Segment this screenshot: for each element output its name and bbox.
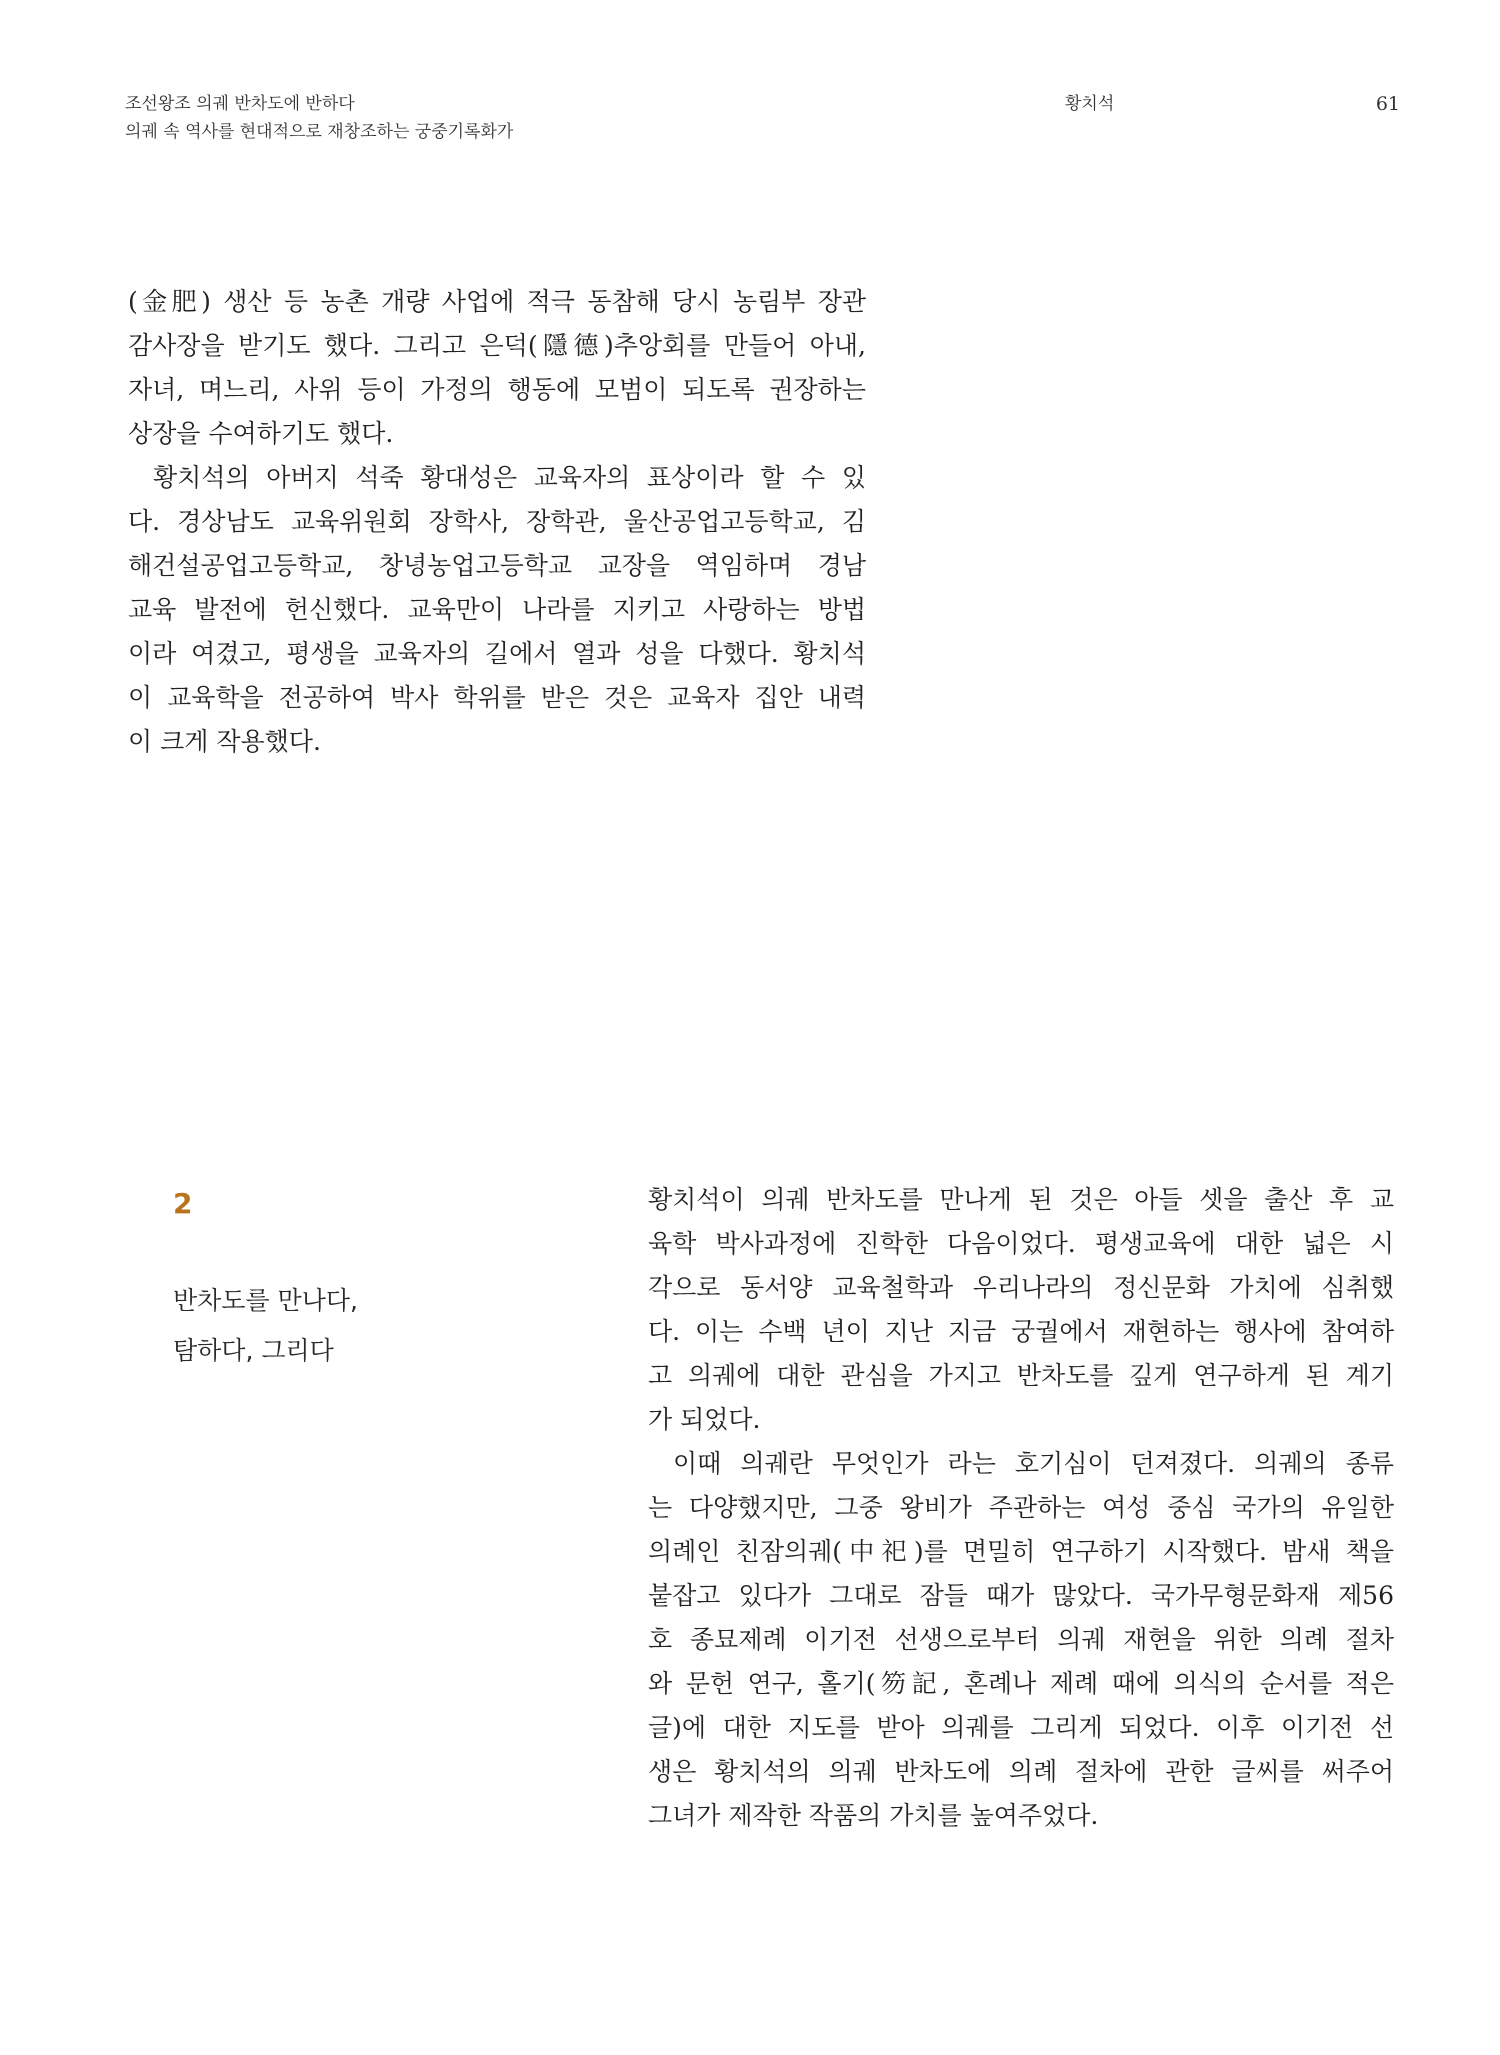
text-line: 자녀, 며느리, 사위 등이 가정의 행동에 모범이 되도록 권장하는	[128, 375, 866, 404]
text-line: 이 교육학을 전공하여 박사 학위를 받은 것은 교육자 집안 내력	[128, 683, 866, 712]
text-line: 이 크게 작용했다.	[128, 727, 321, 756]
text-line: 이라 여겼고, 평생을 교육자의 길에서 열과 성을 다했다. 황치석	[128, 639, 866, 668]
text-line: 이때 의궤란 무엇인가 라는 호기심이 던져졌다. 의궤의 종류	[673, 1449, 1394, 1478]
text-line: 교육 발전에 헌신했다. 교육만이 나라를 지키고 사랑하는 방법	[128, 595, 866, 624]
body-text-top	[128, 280, 866, 764]
section-title-line2: 탐하다, 그리다	[173, 1336, 334, 1365]
text-line: 의례인 친잠의궤(中祀)를 면밀히 연구하기 시작했다. 밤새 책을	[648, 1537, 1394, 1566]
text-line: 와 문헌 연구, 홀기(笏記, 혼례나 제례 때에 의식의 순서를 적은	[648, 1669, 1394, 1698]
text-line: 고 의궤에 대한 관심을 가지고 반차도를 깊게 연구하게 된 계기	[648, 1361, 1394, 1390]
text-line: 각으로 동서양 교육철학과 우리나라의 정신문화 가치에 심취했	[648, 1273, 1394, 1302]
text-line: 해건설공업고등학교, 창녕농업고등학교 교장을 역임하며 경남	[128, 551, 866, 580]
text-line: 황치석이 의궤 반차도를 만나게 된 것은 아들 셋을 출산 후 교	[648, 1185, 1394, 1214]
text-line: 다. 이는 수백 년이 지난 지금 궁궐에서 재현하는 행사에 참여하	[648, 1317, 1394, 1346]
running-header-author: 황치석	[1065, 94, 1115, 114]
page-number: 61	[1375, 93, 1400, 115]
text-line: 상장을 수여하기도 했다.	[128, 419, 394, 448]
text-line: 붙잡고 있다가 그대로 잠들 때가 많았다. 국가무형문화재 제56	[648, 1581, 1394, 1610]
text-line: 는 다양했지만, 그중 왕비가 주관하는 여성 중심 국가의 유일한	[648, 1493, 1394, 1522]
text-line: 육학 박사과정에 진학한 다음이었다. 평생교육에 대한 넓은 시	[648, 1229, 1394, 1258]
running-header-book-title	[125, 90, 825, 146]
text-line: 그녀가 제작한 작품의 가치를 높여주었다.	[648, 1801, 1099, 1830]
section-title	[173, 1276, 358, 1376]
book-title-line1: 조선왕조 의궤 반차도에 반하다	[125, 94, 355, 114]
book-subtitle-line2: 의궤 속 역사를 현대적으로 재창조하는 궁중기록화가	[125, 122, 514, 142]
text-line: 감사장을 받기도 했다. 그리고 은덕(隱德)추앙회를 만들어 아내,	[128, 331, 866, 360]
text-line: 황치석의 아버지 석죽 황대성은 교육자의 표상이라 할 수 있	[153, 463, 866, 492]
text-line: 생은 황치석의 의궤 반차도에 의례 절차에 관한 글씨를 써주어	[648, 1757, 1394, 1786]
section-title-line1: 반차도를 만나다,	[173, 1286, 358, 1315]
text-line: (金肥) 생산 등 농촌 개량 사업에 적극 동참해 당시 농림부 장관	[128, 287, 866, 316]
text-line: 글)에 대한 지도를 받아 의궤를 그리게 되었다. 이후 이기전 선	[648, 1713, 1394, 1742]
section-number: 2	[173, 1187, 193, 1220]
text-line: 호 종묘제례 이기전 선생으로부터 의궤 재현을 위한 의례 절차	[648, 1625, 1394, 1654]
text-line: 다. 경상남도 교육위원회 장학사, 장학관, 울산공업고등학교, 김	[128, 507, 866, 536]
body-text-bottom	[648, 1178, 1394, 1838]
text-line: 가 되었다.	[648, 1405, 761, 1434]
